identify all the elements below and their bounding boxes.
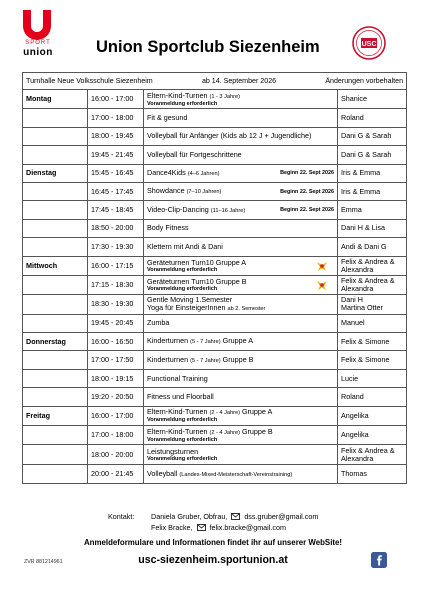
time-cell: 16:45 - 17:45	[88, 182, 144, 200]
start-date-label: ab 14. September 2026	[201, 77, 277, 85]
trainer-cell: Roland	[338, 388, 407, 406]
trainer-cell: Felix & Andrea & Alexandra	[338, 256, 407, 275]
time-cell: 16:00 - 17:00	[88, 406, 144, 425]
table-row	[23, 275, 407, 294]
time-cell: 20:00 - 21:45	[88, 464, 144, 483]
contact-line-1: Daniela Gruber, Obfrau, dss.gruber@gmail.com	[151, 512, 319, 521]
activity-cell: Fit & gesund	[144, 109, 338, 127]
table-row	[23, 406, 407, 425]
trainer-cell: Thomas	[338, 464, 407, 483]
mail-icon	[231, 513, 240, 520]
activity-cell: Eltern-Kind-Turnen (2 - 4 Jahre) Gruppe A Voranmeldung erforderlich	[144, 406, 338, 425]
trainer-cell: Manuel	[338, 314, 407, 332]
time-cell: 16:00 - 16:50	[88, 333, 144, 351]
changes-note: Änderungen vorbehalten	[325, 77, 404, 85]
table-row	[23, 127, 407, 145]
contact2-email-link[interactable]: felix.bracke@gmail.com	[209, 523, 286, 532]
table-row	[23, 388, 407, 406]
page-title: Union Sportclub Siezenheim	[96, 38, 320, 56]
table-row	[23, 426, 407, 445]
facebook-icon[interactable]	[371, 552, 387, 568]
turn10-icon	[316, 260, 328, 272]
day-cell: Freitag	[23, 406, 88, 425]
trainer-cell: Dani H Martina Otter	[338, 295, 407, 314]
trainer-cell: Felix & Andrea & Alexandra	[338, 275, 407, 294]
schedule-table	[22, 72, 407, 484]
registration-note: Anmeldeformulare und Informationen findet ihr auf unserer WebSite!	[83, 538, 343, 547]
trainer-cell: Angelika	[338, 426, 407, 445]
sportunion-logo-icon	[18, 8, 56, 40]
turn10-icon	[316, 279, 328, 291]
time-cell: 18:00 - 20:00	[88, 445, 144, 464]
trainer-cell: Emma	[338, 201, 407, 219]
activity-cell: Volleyball für Fortgeschrittene	[144, 146, 338, 164]
start-date-note: Beginn 22. Sept 2026	[280, 207, 334, 214]
time-cell: 18:50 - 20:00	[88, 219, 144, 237]
time-cell: 18:00 - 19:15	[88, 369, 144, 387]
table-row	[23, 464, 407, 483]
activity-cell: Volleyball für Anfänger (Kids ab 12 J + Jugendliche)	[144, 127, 338, 145]
table-row	[23, 146, 407, 164]
table-row	[23, 90, 407, 109]
trainer-cell: Felix & Andrea & Alexandra	[338, 445, 407, 464]
activity-cell: Kinderturnen (5 - 7 Jahre) Gruppe B	[144, 351, 338, 369]
activity-cell: Body Fitness	[144, 219, 338, 237]
contact-label: Kontakt:	[108, 512, 135, 521]
day-cell: Dienstag	[23, 164, 88, 182]
table-row	[23, 445, 407, 464]
logo-sport-text: SPORT	[25, 40, 51, 46]
activity-cell: Showdance (7–10 Jahren) Beginn 22. Sept 2026	[144, 182, 338, 200]
club-crest-icon	[352, 26, 386, 60]
activity-cell: Eltern-Kind-Turnen (1 - 3 Jahre) Voranmeldung erforderlich	[144, 90, 338, 109]
activity-cell: Zumba	[144, 314, 338, 332]
time-cell: 17:45 - 18:45	[88, 201, 144, 219]
time-cell: 17:00 - 18:00	[88, 109, 144, 127]
table-row	[23, 219, 407, 237]
time-cell: 17:00 - 17:50	[88, 351, 144, 369]
table-row	[23, 182, 407, 200]
time-cell: 15:45 - 16:45	[88, 164, 144, 182]
time-cell: 19:20 - 20:50	[88, 388, 144, 406]
table-row	[23, 351, 407, 369]
activity-cell: Video-Clip-Dancing (11–16 Jahre) Beginn 22. Sept 2026	[144, 201, 338, 219]
activity-cell: Leistungsturnen Voranmeldung erforderlich	[144, 445, 338, 464]
table-row	[23, 295, 407, 314]
table-row	[23, 314, 407, 332]
time-cell: 16:00 - 17:00	[88, 90, 144, 109]
table-row	[23, 109, 407, 127]
table-row	[23, 333, 407, 351]
svg-text:USC: USC	[361, 41, 377, 48]
time-cell: 17:30 - 19:30	[88, 238, 144, 256]
time-cell: 18:00 - 19:45	[88, 127, 144, 145]
table-row	[23, 256, 407, 275]
contact-line-2: Felix Bracke, felix.bracke@gmail.com	[151, 523, 286, 532]
activity-cell: Dance4Kids (4–6 Jahren) Beginn 22. Sept 2026	[144, 164, 338, 182]
time-cell: 19:45 - 21:45	[88, 146, 144, 164]
table-row	[23, 201, 407, 219]
time-cell: 16:00 - 17:15	[88, 256, 144, 275]
table-row	[23, 369, 407, 387]
activity-cell: Geräteturnen Turn10 Gruppe A Voranmeldung erforderlich	[144, 256, 338, 275]
activity-cell: Volleyball (Landes-Mixed-Meisterschaft-Vereinstraining)	[144, 464, 338, 483]
trainer-cell: Angelika	[338, 406, 407, 425]
trainer-cell: Shanice	[338, 90, 407, 109]
contact1-email-link[interactable]: dss.gruber@gmail.com	[244, 512, 319, 521]
website-link[interactable]: usc-siezenheim.sportunion.at	[138, 554, 288, 566]
activity-cell: Kinderturnen (5 - 7 Jahre) Gruppe A	[144, 333, 338, 351]
day-cell: Mittwoch	[23, 256, 88, 275]
time-cell: 19:45 - 20:45	[88, 314, 144, 332]
activity-cell: Geräteturnen Turn10 Gruppe B Voranmeldung erforderlich	[144, 275, 338, 294]
time-cell: 17:15 - 18:30	[88, 275, 144, 294]
trainer-cell: Iris & Emma	[338, 182, 407, 200]
trainer-cell: Lucie	[338, 369, 407, 387]
time-cell: 17:00 - 18:00	[88, 426, 144, 445]
trainer-cell: Dani G & Sarah	[338, 146, 407, 164]
day-cell: Donnerstag	[23, 333, 88, 351]
start-date-note: Beginn 22. Sept 2026	[280, 188, 334, 195]
table-row	[23, 238, 407, 256]
trainer-cell: Dani H & Lisa	[338, 219, 407, 237]
time-cell: 18:30 - 19:30	[88, 295, 144, 314]
trainer-cell: Roland	[338, 109, 407, 127]
trainer-cell: Dani G & Sarah	[338, 127, 407, 145]
table-row	[23, 164, 407, 182]
trainer-cell: Andi & Dani G	[338, 238, 407, 256]
start-date-note: Beginn 22. Sept 2026	[280, 170, 334, 177]
activity-cell: Functional Training	[144, 369, 338, 387]
mail-icon	[197, 524, 206, 531]
trainer-cell: Iris & Emma	[338, 164, 407, 182]
activity-cell: Klettern mit Andi & Dani	[144, 238, 338, 256]
trainer-cell: Felix & Simone	[338, 351, 407, 369]
trainer-cell: Felix & Simone	[338, 333, 407, 351]
activity-cell: Eltern-Kind-Turnen (2 - 4 Jahre) Gruppe B Voranmeldung erforderlich	[144, 426, 338, 445]
activity-cell: Gentle Moving 1.Semester Yoga für EinsteigerInnen ab 2. Semester	[144, 295, 338, 314]
table-header-row	[23, 73, 407, 90]
logo-union-text: union	[23, 47, 53, 58]
venue-label: Turnhalle Neue Volksschule Siezenheim	[26, 77, 153, 85]
zvr-number: ZVR 881214961	[24, 559, 63, 565]
day-cell: Montag	[23, 90, 88, 109]
activity-cell: Fitness und Floorball	[144, 388, 338, 406]
